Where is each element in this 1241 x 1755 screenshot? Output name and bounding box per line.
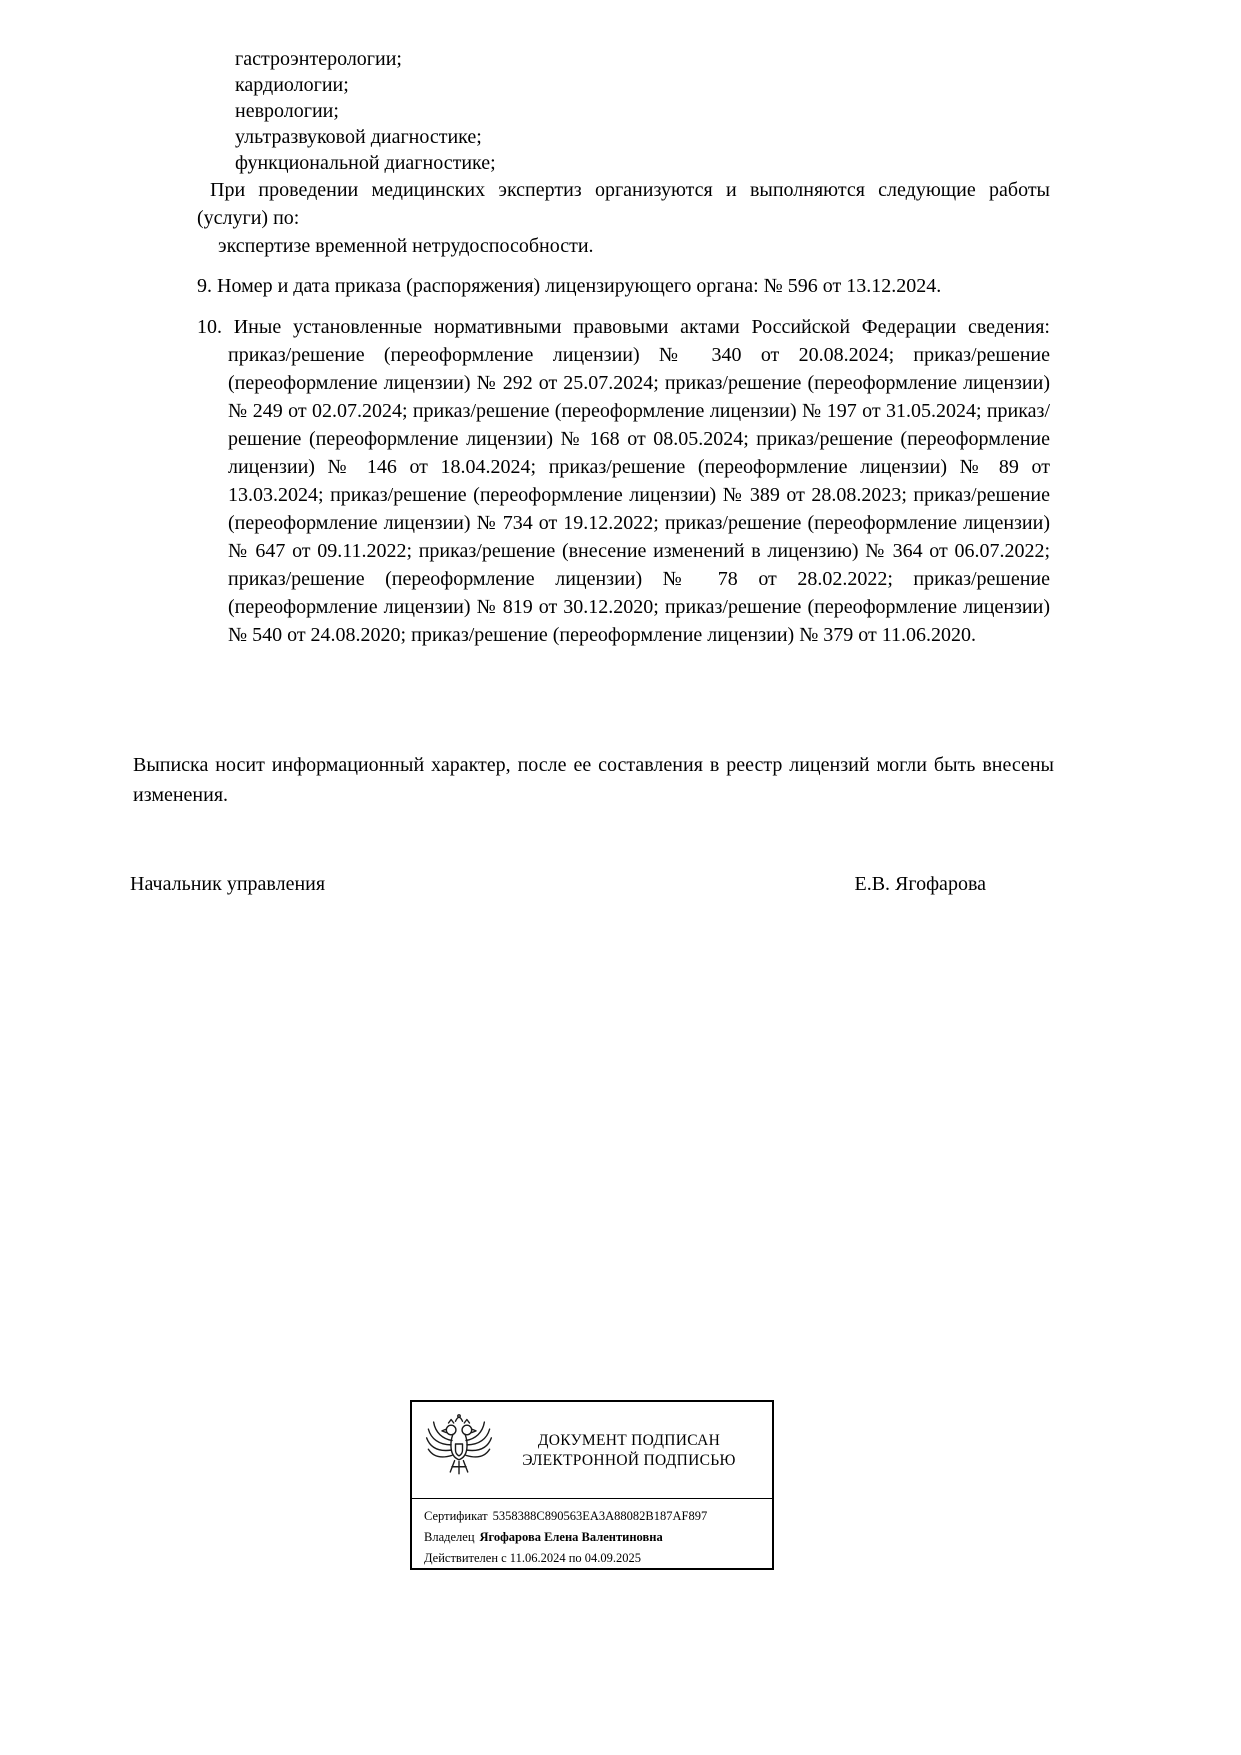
signer-position: Начальник управления <box>130 873 326 895</box>
disclaimer-text: Выписка носит информационный характер, после ее составления в реестр лицензий могли быть внесены изменения. <box>133 754 1054 806</box>
document-body <box>197 46 1050 649</box>
stamp-header <box>412 1402 772 1498</box>
digital-signature-stamp <box>410 1400 774 1570</box>
specialty-item: ультразвуковой диагностике; <box>235 126 482 148</box>
specialties-list <box>235 46 1050 176</box>
owner-label: Владелец <box>424 1530 475 1544</box>
specialty-item: кардиологии; <box>235 74 349 96</box>
stamp-owner-row <box>424 1527 762 1548</box>
specialty-item: функциональной диагностике; <box>235 152 496 174</box>
clause-9: 9. Номер и дата приказа (распоряжения) лицензирующего органа: № 596 от 13.12.2024. <box>197 275 942 297</box>
clause-10: 10. Иные установленные нормативными правовыми актами Российской Федерации сведения: приказ/решение (переоформление лицензии) № 340 от 20.08.2024; приказ/решение (переоформление лицензии) № 292 от 25.07.2024; приказ/решение (переоформление лицензии) № 249 от 02.07.2024; приказ/решение (переоформление лицензии) № 197 от 31.05.2024; приказ/решение (переоформление лицензии) № 168 от 08.05.2024; приказ/решение (переоформление лицензии) № 146 от 18.04.2024; приказ/решение (переоформление лицензии) № 89 от 13.03.2024; приказ/решение (переоформление лицензии) № 389 от 28.08.2023; приказ/решение (переоформление лицензии) № 734 от 19.12.2022; приказ/решение (переоформление лицензии) № 647 от 09.11.2022; приказ/решение (внесение изменений в лицензию) № 364 от 06.07.2022; приказ/решение (переоформление лицензии) № 78 от 28.02.2022; приказ/решение (переоформление лицензии) № 819 от 30.12.2020; приказ/решение (переоформление лицензии) № 540 от 24.08.2020; приказ/решение (переоформление лицензии) № 379 от 11.06.2020. <box>197 316 1050 646</box>
specialty-item: гастроэнтерологии; <box>235 48 402 70</box>
expertise-item: экспертизе временной нетрудоспособности. <box>218 235 594 257</box>
signature-row <box>130 870 986 898</box>
stamp-details <box>412 1499 772 1577</box>
certificate-label: Сертификат <box>424 1509 488 1523</box>
stamp-title-line1: ДОКУМЕНТ ПОДПИСАН <box>537 1432 721 1449</box>
owner-name: Ягофарова Елена Валентиновна <box>479 1530 663 1544</box>
certificate-value: 5358388C890563EA3A88082B187AF897 <box>492 1509 708 1523</box>
stamp-title <box>494 1431 764 1471</box>
stamp-validity-row: Действителен с 11.06.2024 по 04.09.2025 <box>424 1551 642 1565</box>
specialty-item: неврологии; <box>235 100 339 122</box>
stamp-certificate-row <box>424 1506 762 1527</box>
signer-name: Е.В. Ягофарова <box>854 873 986 895</box>
stamp-title-line2: ЭЛЕКТРОННОЙ ПОДПИСЬЮ <box>522 1452 736 1469</box>
double-headed-eagle-icon <box>424 1408 494 1494</box>
expertise-paragraph: При проведении медицинских экспертиз организуются и выполняются следующие работы (услуги) по: <box>197 179 1050 229</box>
